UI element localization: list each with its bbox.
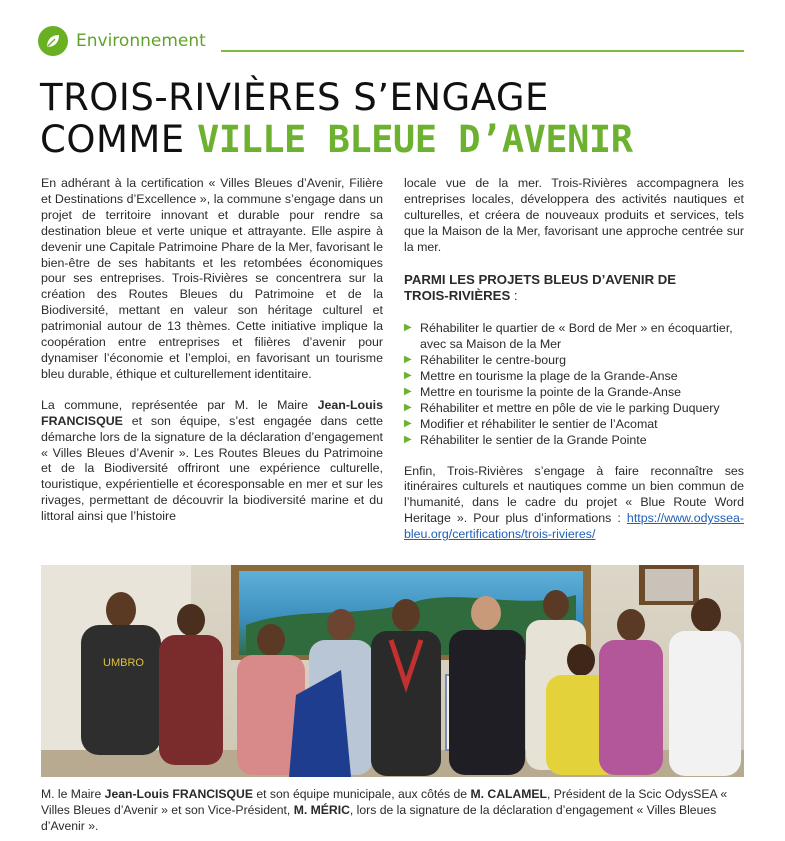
projects-heading-line-1: PARMI LES PROJETS BLEUS D’AVENIR DE: [404, 271, 677, 287]
caption-vice-president-name: M. MÉRIC: [293, 803, 350, 817]
projects-heading-line-2: TROIS-RIVIÈRES: [404, 287, 511, 303]
arrow-bullet-icon: ▶: [404, 369, 412, 381]
list-item-text: Réhabiliter et mettre en pôle de vie le parking Duquery: [420, 400, 720, 415]
mayor-name: Jean-Louis FRANCISQUE: [41, 397, 383, 428]
list-item: [404, 368, 744, 384]
list-item-text: Mettre en tourisme la pointe de la Grande-Anse: [420, 384, 682, 399]
list-item: [404, 352, 744, 368]
list-item-text: Mettre en tourisme la plage de la Grande-Anse: [420, 368, 678, 383]
paragraph-mayor: [41, 398, 383, 525]
projects-heading-suffix: :: [510, 287, 518, 303]
leaf-icon: [38, 26, 68, 56]
photo-caption: [41, 786, 747, 834]
caption-text-c: , Président de la Scic OdysSEA « Villes Bleues d’Avenir » et son Vice-Président,: [41, 787, 728, 817]
caption-text-d: , lors de la signature de la déclaration d’engagement « Villes Bleues d’Avenir ».: [41, 803, 717, 833]
paragraph-conclusion-text: Enfin, Trois-Rivières s’engage à faire reconnaître ses itinéraires culturels et nautiques comme un bien commun de l’humanité, dans le cadre du projet « Blue Route Word Heritage ». Pour plus d’informations :: [404, 463, 744, 526]
arrow-bullet-icon: ▶: [404, 353, 412, 365]
list-item: [404, 400, 744, 416]
caption-mayor-name: Jean-Louis FRANCISQUE: [104, 787, 253, 801]
group-photo: [41, 565, 744, 777]
list-item: [404, 432, 744, 448]
caption-text-a: M. le Maire: [41, 787, 105, 801]
paragraph-conclusion: [404, 464, 744, 544]
title-highlight: VILLE BLEUE D’AVENIR: [196, 118, 633, 161]
title-line-2-prefix: COMME: [40, 118, 197, 161]
list-item: [404, 384, 744, 400]
article-column-right: [404, 176, 744, 558]
list-item: [404, 320, 744, 352]
arrow-bullet-icon: ▶: [404, 321, 412, 333]
shirt-logo: UMBRO: [103, 657, 144, 669]
paragraph-intro: En adhérant à la certification « Villes Bleues d’Avenir, Filière et Destinations d’Excellence », la commune s’engage dans un projet de territoire innovant et durable pour rendre sa destination bleue et verte unique et attrayante. Elle aspire à devenir une Capitale Patrimoine Phare de la Mer, favorisant le bien-être de ses habitants et les retombées économiques pour ses entreprises. Trois-Rivières se concentrera sur la création des Routes Bleues du Patrimoine et de la Biodiversité, mettant en valeur son héritage culturel et patrimonial autour de 13 thèmes. Cette initiative implique la coopération entre entreprises et filières d’avenir pour dynamiser l’économie et l’emploi, en favorisant un tourisme bleu durable, éthique et culturellement identitaire.: [41, 176, 383, 381]
caption-text-b: et son équipe municipale, aux côtés de: [252, 787, 471, 801]
projects-heading: [404, 272, 744, 304]
arrow-bullet-icon: ▶: [404, 417, 412, 429]
people-group: [81, 590, 741, 777]
section-header: [38, 26, 744, 56]
list-item-text: Réhabiliter le centre-bourg: [420, 352, 567, 367]
list-item-text: Modifier et réhabiliter le sentier de l’Acomat: [420, 416, 658, 431]
article-column-left: [41, 176, 383, 540]
list-item-text: Réhabiliter le quartier de « Bord de Mer » en écoquartier, avec sa Maison de la Mer: [420, 320, 733, 351]
list-item: [404, 416, 744, 432]
caption-president-name: M. CALAMEL: [470, 787, 547, 801]
arrow-bullet-icon: ▶: [404, 433, 412, 445]
section-divider: [221, 50, 744, 52]
projects-list: [404, 320, 744, 448]
arrow-bullet-icon: ▶: [404, 401, 412, 413]
paragraph-mayor-text-b: et son équipe, s’est engagée dans cette démarche lors de la signature de la déclaration d’engagement « Villes Bleues d’Avenir ». Les Routes Bleues du Patrimoine et de la Biodiversité offriront une expérience culturelle, touristique, expérientielle et écoresponsable en mer et sur les rivages, permettant de découvrir la biodiversité marine et du littoral ainsi que l’histoire: [41, 413, 383, 524]
arrow-bullet-icon: ▶: [404, 385, 412, 397]
paragraph-continuation: locale vue de la mer. Trois-Rivières accompagnera les entreprises locales, développera des activités nautiques et culturelles, et créera de nouveaux produits et services, tels que la Maison de la Mer, favorisant une approche centrée sur la mer.: [404, 176, 744, 254]
odyssea-link[interactable]: https://www.odyssea-bleu.org/certifications/trois-rivieres/: [404, 511, 744, 542]
paragraph-mayor-text-a: La commune, représentée par M. le Maire: [41, 397, 318, 412]
section-label: Environnement: [76, 31, 206, 51]
title-line-1: TROIS-RIVIÈRES S’ENGAGE: [40, 76, 549, 119]
list-item-text: Réhabiliter le sentier de la Grande Pointe: [420, 432, 647, 447]
group-photo-illustration: [41, 565, 744, 777]
page-title: [40, 77, 760, 161]
